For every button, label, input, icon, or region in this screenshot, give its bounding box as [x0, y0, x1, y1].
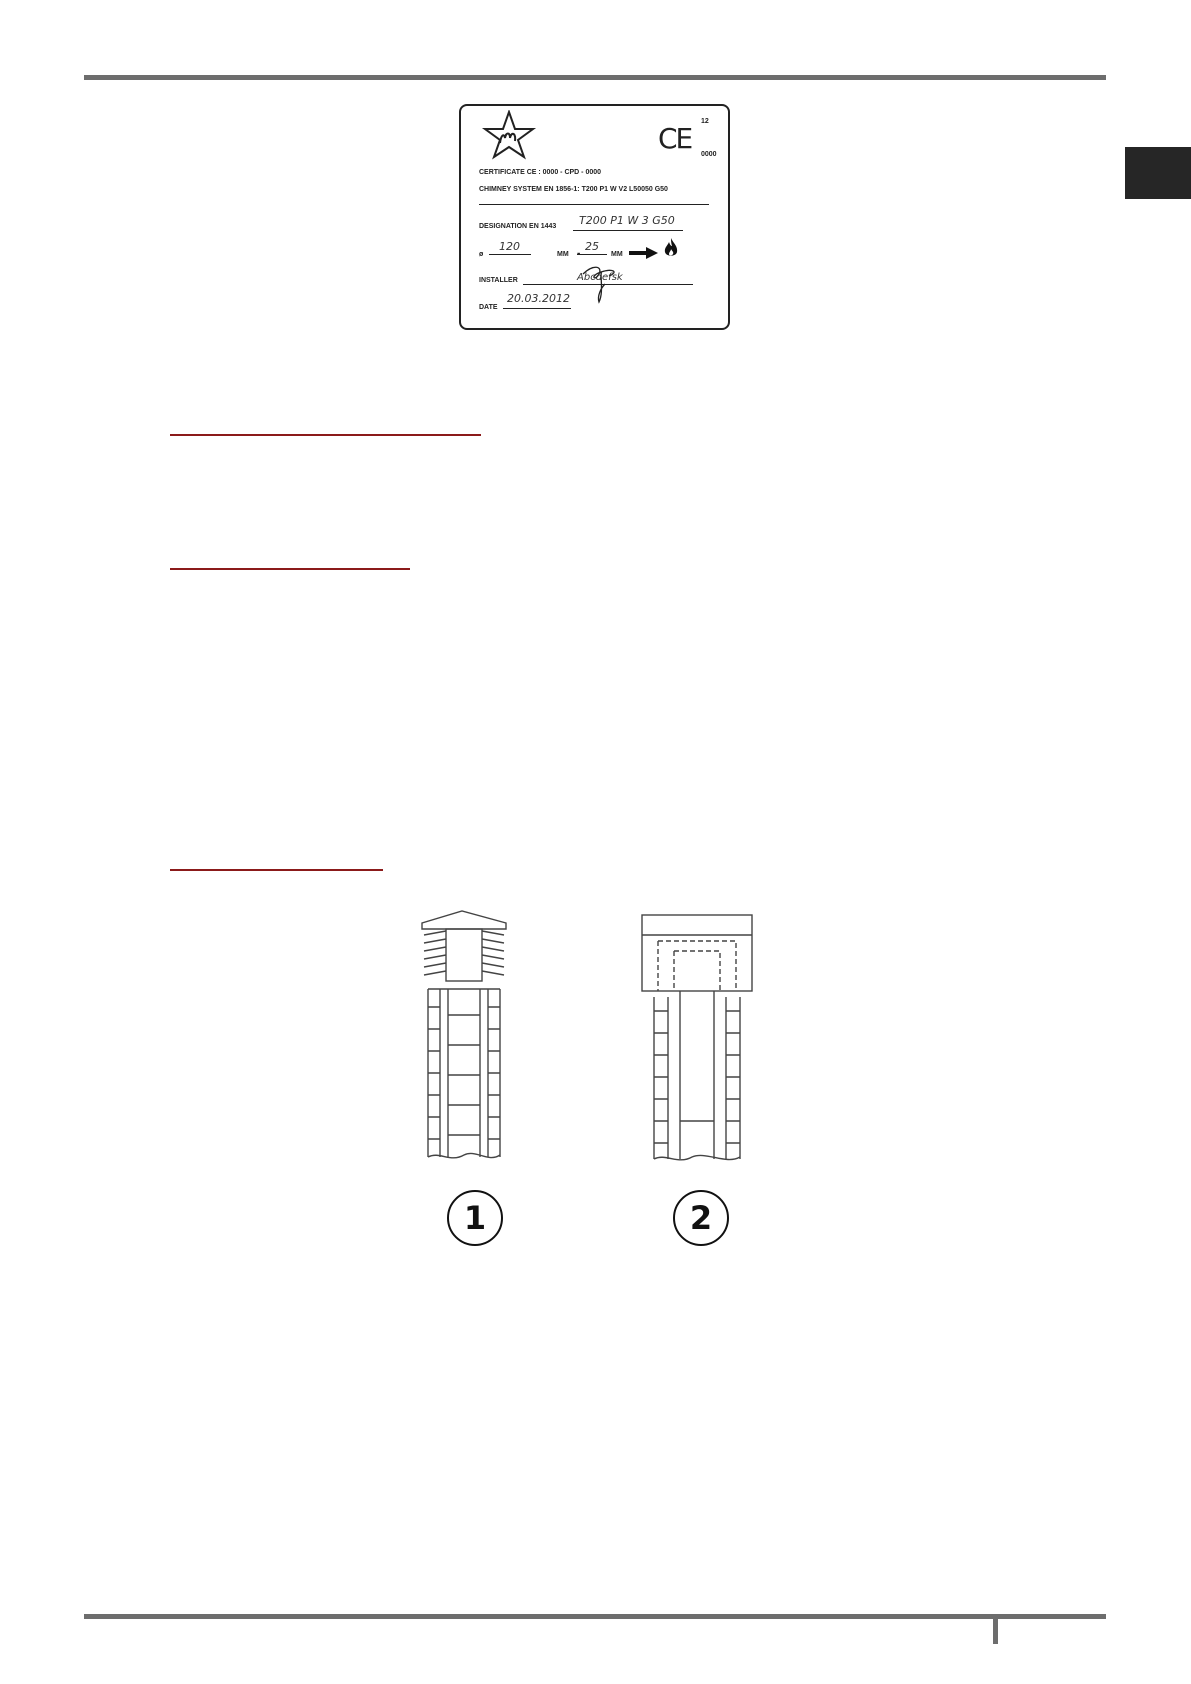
section-heading-underline-1	[170, 434, 481, 436]
section-heading-underline-3	[170, 869, 383, 871]
ce-mark: CE	[658, 122, 692, 155]
diameter-symbol: ø	[479, 251, 484, 258]
signature-scribble	[579, 262, 623, 306]
date-underline	[503, 308, 571, 309]
callout-2: 2	[673, 1190, 729, 1246]
flame-icon	[663, 237, 679, 259]
distance-value: 25	[585, 240, 599, 253]
terminal-2-drawing	[630, 911, 770, 1171]
chapter-tab	[1125, 147, 1191, 199]
designation-label: DESIGNATION EN 1443	[479, 223, 557, 230]
mm-label-1: MM	[557, 251, 569, 258]
manufacturer-star-logo	[481, 110, 537, 160]
header-rule	[84, 75, 1106, 80]
chimney-terminal-diagram	[410, 905, 790, 1260]
diameter-underline	[489, 254, 531, 255]
certificate-line: CERTIFICATE CE : 0000 - CPD - 0000	[479, 169, 602, 176]
callout-1: 1	[447, 1190, 503, 1246]
installer-signature: Abcdefsk	[577, 272, 623, 283]
terminal-1-drawing	[410, 905, 560, 1165]
section-heading-underline-2	[170, 568, 410, 570]
diameter-value: 120	[499, 240, 520, 253]
chimney-system-line: CHIMNEY SYSTEM EN 1856-1: T200 P1 W V2 L50050 G50	[479, 186, 668, 193]
mm-label-2: MM	[611, 251, 623, 258]
footer-rule	[84, 1614, 1106, 1619]
ce-marking-plate	[459, 104, 730, 330]
designation-underline	[573, 230, 683, 231]
date-label: DATE	[479, 304, 498, 311]
date-value: 20.03.2012	[507, 292, 570, 305]
arrow-icon	[629, 247, 659, 259]
ce-year: 12	[701, 118, 709, 125]
plate-separator	[479, 204, 709, 205]
designation-value: T200 P1 W 3 G50	[579, 214, 675, 227]
distance-underline	[577, 254, 607, 255]
page-number-divider	[993, 1616, 998, 1644]
notified-body-number: 0000	[701, 151, 717, 158]
installer-label: INSTALLER	[479, 277, 518, 284]
